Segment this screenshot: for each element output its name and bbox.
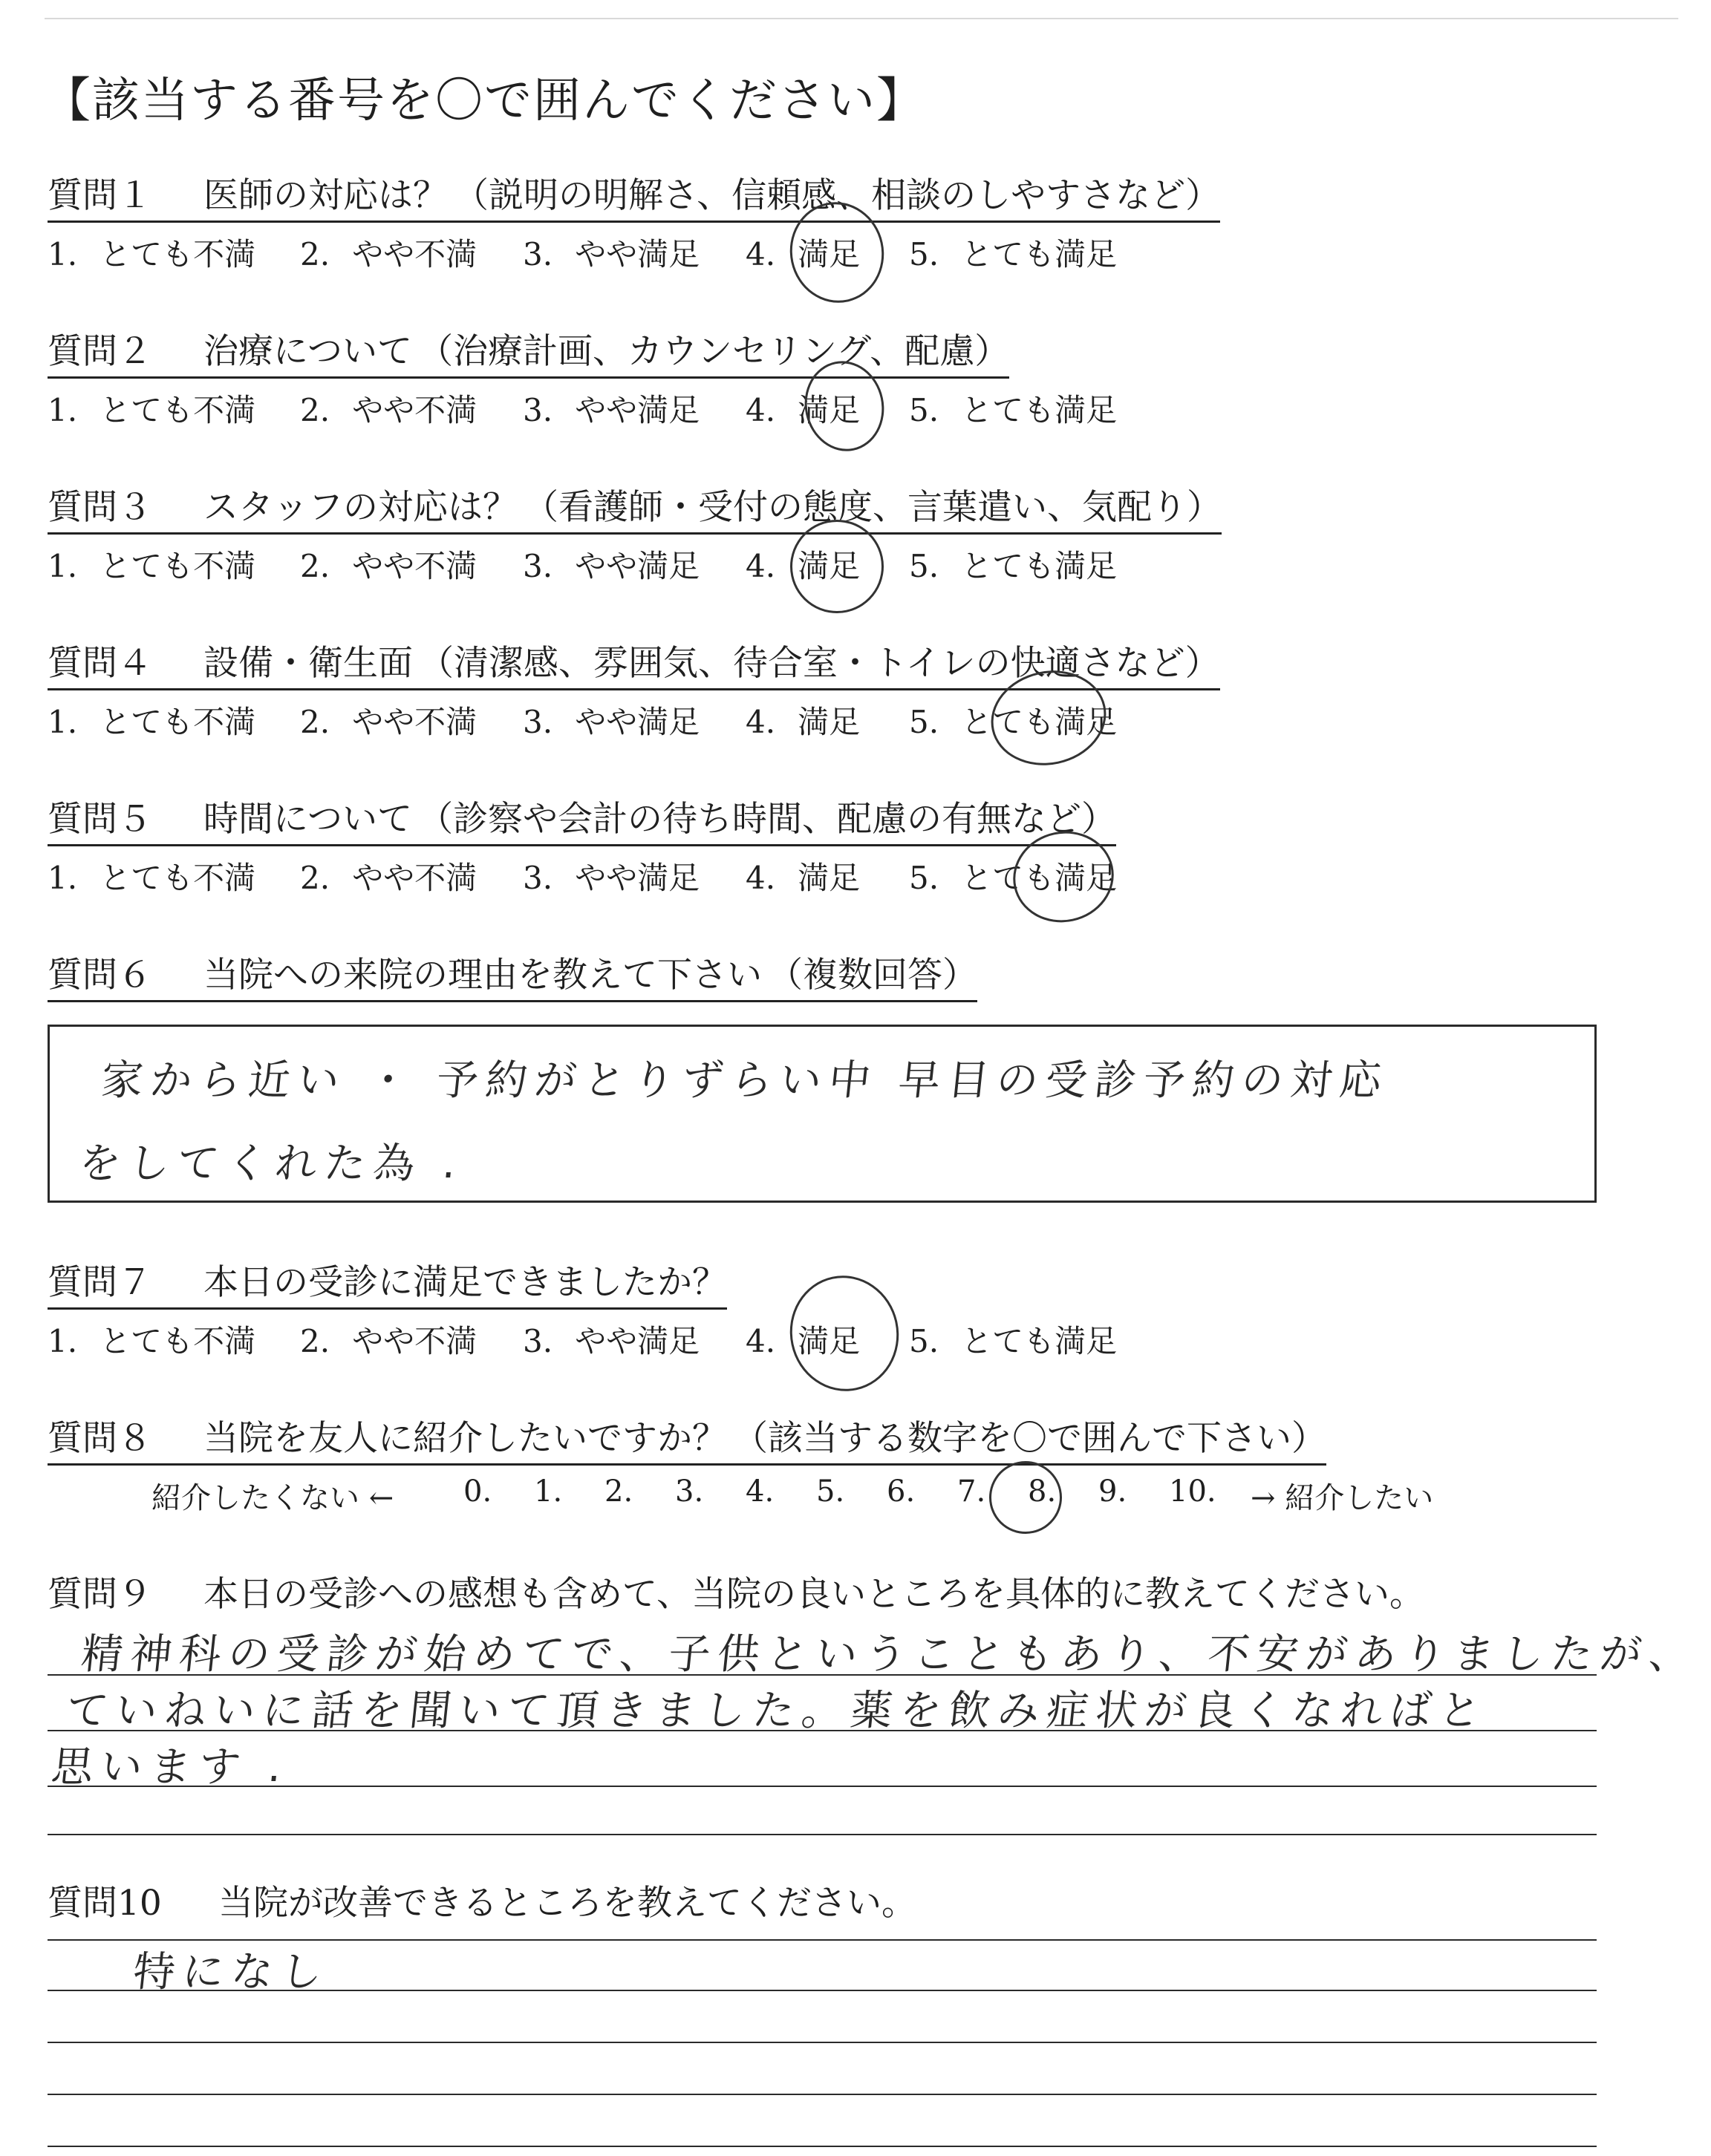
handwritten-answer-line: 特になし <box>131 1948 332 1996</box>
question-subtext: （看護師・受付の態度、言葉遣い、気配り） <box>524 487 1222 528</box>
scale-value[interactable]: 1. <box>534 1474 563 1509</box>
handwritten-answer-line: 思います . <box>49 1743 292 1791</box>
rating-options <box>48 386 1118 431</box>
question-subtext: （治療計画、カウンセリング、配慮） <box>418 331 1010 372</box>
question-subtext: （診察や会計の待ち時間、配慮の有無など） <box>418 799 1117 840</box>
question-text: 当院を友人に紹介したいですか？ <box>203 1418 727 1459</box>
answer-line <box>48 2094 1597 2095</box>
option-3[interactable]: 3. やや満足 <box>523 860 700 896</box>
option-2[interactable]: 2. やや不満 <box>300 236 478 272</box>
question-7 <box>48 1255 1118 1362</box>
scale-value[interactable]: 5. <box>816 1474 845 1509</box>
rating-options <box>48 1317 1118 1362</box>
scale-left-label: 紹介したくない ← <box>151 1481 394 1515</box>
question-heading <box>48 480 1222 535</box>
option-1[interactable]: 1. とても不満 <box>48 548 256 584</box>
answer-line <box>48 1834 1597 1835</box>
option-3[interactable]: 3. やや満足 <box>523 704 700 740</box>
option-5[interactable]: 5. とても満足 <box>909 392 1118 428</box>
option-2[interactable]: 2. やや不満 <box>300 392 478 428</box>
option-4[interactable]: 4. 満足 <box>746 548 861 584</box>
option-5[interactable]: 5. とても満足 <box>909 236 1118 272</box>
question-heading <box>48 1875 916 1928</box>
question-heading <box>48 168 1220 223</box>
rating-options <box>48 542 1222 587</box>
handwritten-answer-line: 精神科の受診が始めてで、子供ということもあり、不安がありましたが、 <box>79 1630 1701 1679</box>
option-3[interactable]: 3. やや満足 <box>523 548 700 584</box>
option-4[interactable]: 4. 満足 <box>746 860 861 896</box>
question-text: スタッフの対応は？ <box>203 487 518 528</box>
question-heading <box>48 1255 727 1310</box>
scale-value[interactable]: 2. <box>604 1474 633 1509</box>
question-heading <box>48 791 1116 846</box>
option-5[interactable]: 5. とても満足 <box>909 704 1118 740</box>
handwritten-answer-line: 家から近い ・ 予約がとりずらい中 早目の受診予約の対応 <box>99 1056 1392 1105</box>
question-10 <box>48 1875 916 1928</box>
option-1[interactable]: 1. とても不満 <box>48 860 256 896</box>
handwritten-answer-line: ていねいに話を聞いて頂きました。薬を飲み症状が良くなればと <box>64 1687 1490 1735</box>
scale-value[interactable]: 4. <box>746 1474 775 1509</box>
rating-options <box>48 854 1116 898</box>
question-text: 時間について <box>203 799 413 840</box>
question-number: 質問１ <box>48 175 152 216</box>
question-heading <box>48 1411 1326 1466</box>
question-text: 治療について <box>203 331 413 372</box>
question-subtext: （説明の明解さ、信頼感、相談のしやすさなど） <box>454 175 1221 216</box>
question-number: 質問４ <box>48 643 152 684</box>
question-text: 本日の受診に満足できましたか？ <box>203 1262 727 1303</box>
option-2[interactable]: 2. やや不満 <box>300 704 478 740</box>
recommend-scale <box>48 1474 1434 1519</box>
answer-box[interactable] <box>48 1025 1597 1203</box>
question-heading <box>48 1567 1424 1619</box>
question-text: 設備・衛生面 <box>203 643 413 684</box>
scale-value[interactable]: 7. <box>957 1474 986 1509</box>
question-9 <box>48 1567 1424 1619</box>
question-4 <box>48 636 1220 742</box>
top-rule <box>45 18 1678 19</box>
question-subtext: （複数回答） <box>768 955 977 996</box>
question-2 <box>48 324 1118 431</box>
option-4[interactable]: 4. 満足 <box>746 1323 861 1359</box>
option-5[interactable]: 5. とても満足 <box>909 1323 1118 1359</box>
question-subtext: （該当する数字を〇で囲んで下さい） <box>733 1418 1326 1459</box>
option-2[interactable]: 2. やや不満 <box>300 1323 478 1359</box>
answer-circle <box>779 1266 909 1402</box>
question-number: 質問７ <box>48 1262 152 1303</box>
option-4[interactable]: 4. 満足 <box>746 704 861 740</box>
question-text: 当院が改善できるところを教えてください。 <box>218 1883 916 1924</box>
question-6 <box>48 947 977 1002</box>
option-5[interactable]: 5. とても満足 <box>909 548 1118 584</box>
option-1[interactable]: 1. とても不満 <box>48 704 256 740</box>
question-heading <box>48 947 977 1002</box>
question-number: 質問５ <box>48 799 152 840</box>
option-4[interactable]: 4. 満足 <box>746 392 861 428</box>
option-1[interactable]: 1. とても不満 <box>48 392 256 428</box>
question-3 <box>48 480 1222 587</box>
option-2[interactable]: 2. やや不満 <box>300 860 478 896</box>
question-text: 当院への来院の理由を教えて下さい <box>203 955 762 996</box>
question-subtext: （清潔感、雰囲気、待合室・トイレの快適さなど） <box>419 643 1220 684</box>
scale-value[interactable]: 3. <box>675 1474 704 1509</box>
answer-line <box>48 2146 1597 2147</box>
question-number: 質問２ <box>48 331 152 372</box>
question-number: 質問８ <box>48 1418 152 1459</box>
scale-value[interactable]: 8. <box>1028 1474 1057 1509</box>
question-number: 質問10 <box>48 1883 162 1924</box>
option-3[interactable]: 3. やや満足 <box>523 1323 700 1359</box>
scale-value[interactable]: 10. <box>1169 1474 1216 1509</box>
option-3[interactable]: 3. やや満足 <box>523 392 700 428</box>
option-5[interactable]: 5. とても満足 <box>909 860 1118 896</box>
scale-value[interactable]: 0. <box>463 1474 492 1509</box>
rating-options <box>48 230 1220 275</box>
scale-right-label: → 紹介したい <box>1251 1481 1434 1515</box>
option-3[interactable]: 3. やや満足 <box>523 236 700 272</box>
scale-value[interactable]: 6. <box>887 1474 916 1509</box>
question-number: 質問９ <box>48 1574 152 1615</box>
handwritten-answer-line: をしてくれた為 . <box>76 1140 466 1188</box>
rating-options <box>48 698 1220 742</box>
answer-circle <box>982 1454 1069 1541</box>
answer-line <box>48 2042 1597 2043</box>
option-1[interactable]: 1. とても不満 <box>48 1323 256 1359</box>
question-5 <box>48 791 1116 898</box>
page-title: 【該当する番号を〇で囲んでください】 <box>43 74 925 128</box>
question-text: 本日の受診への感想も含めて、当院の良いところを具体的に教えてください。 <box>203 1574 1425 1615</box>
question-number: 質問６ <box>48 955 152 996</box>
scale-value[interactable]: 9. <box>1098 1474 1127 1509</box>
option-4[interactable]: 4. 満足 <box>746 236 861 272</box>
question-1 <box>48 168 1220 275</box>
option-2[interactable]: 2. やや不満 <box>300 548 478 584</box>
question-number: 質問３ <box>48 487 152 528</box>
question-text: 医師の対応は？ <box>203 175 448 216</box>
option-1[interactable]: 1. とても不満 <box>48 236 256 272</box>
question-8 <box>48 1411 1434 1519</box>
